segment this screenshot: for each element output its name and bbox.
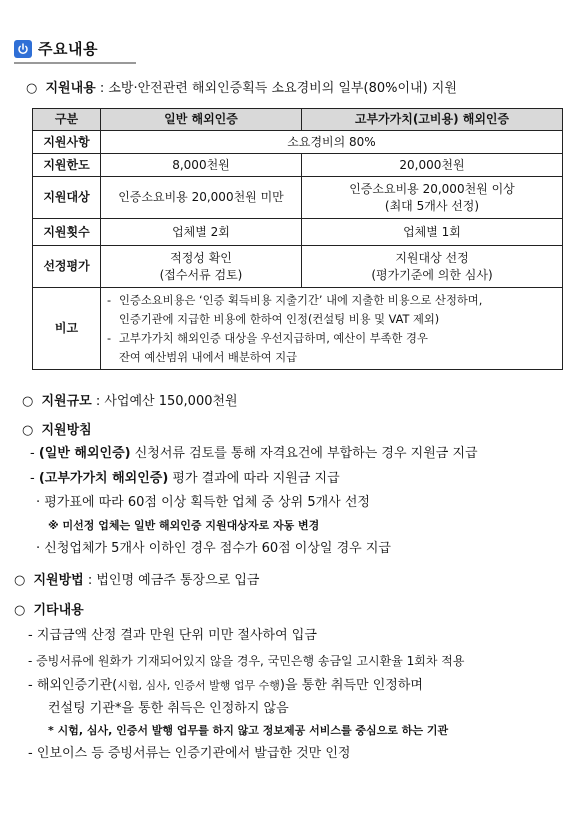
support-policy-label: 지원방침 <box>41 423 92 438</box>
policy-sub-item: · 신청업체가 5개사 이하인 경우 점수가 60점 이상일 경우 지급 <box>36 541 391 556</box>
support-method-text: : 법인명 예금주 통장으로 입금 <box>83 573 260 588</box>
policy-sub-item: · 평가표에 따라 60점 이상 획득한 업체 중 상위 5개사 선정 <box>36 495 370 510</box>
table-cell: 소요경비의 80% <box>101 131 563 154</box>
etc-item: - 인보이스 등 증빙서류는 인증기관에서 발급한 것만 인정 <box>28 746 351 761</box>
table-cell: 8,000천원 <box>101 154 302 177</box>
note-line: 인증소요비용은 ‘인증 획득비용 지출기간’ 내에 지출한 비용으로 산정하며, <box>119 293 483 307</box>
table-row <box>33 131 563 154</box>
table-cell <box>302 177 563 219</box>
etc-label: 기타내용 <box>33 603 84 618</box>
bullet: ○ <box>14 573 26 588</box>
support-method-label: 지원방법 <box>33 573 84 588</box>
power-icon <box>14 40 32 58</box>
bullet: ○ <box>22 423 34 438</box>
support-scale-label: 지원규모 <box>41 394 92 409</box>
table-row <box>33 154 563 177</box>
note-line: 잔여 예산범위 내에서 배분하여 지급 <box>119 350 298 364</box>
policy-item-high: - (고부가가치 해외인증) 평가 결과에 따라 지원금 지급 <box>30 471 340 486</box>
row-label: 지원한도 <box>33 154 101 177</box>
table-row <box>33 288 563 370</box>
note-line: 고부가가치 해외인증 대상을 우선지급하며, 예산이 부족한 경우 <box>119 331 428 345</box>
row-label: 지원사항 <box>33 131 101 154</box>
bullet: ○ <box>14 603 26 618</box>
support-scale-text: : 사업예산 150,000천원 <box>91 394 238 409</box>
etc-line <box>14 602 84 620</box>
cell-line: (접수서류 검토) <box>159 267 243 282</box>
support-method-line <box>14 572 259 590</box>
row-label: 지원횟수 <box>33 219 101 246</box>
table-row <box>33 246 563 288</box>
policy-note: ※ 미선정 업체는 일반 해외인증 지원대상자로 자동 변경 <box>48 519 320 532</box>
remarks-cell <box>101 288 563 370</box>
cell-line: 인증소요비용 20,000천원 이상 <box>349 181 515 196</box>
remark-note: - 고부가가치 해외인증 대상을 우선지급하며, 예산이 부족한 경우 잔여 예산범위 내에서 배분하여 지급 <box>107 329 559 367</box>
policy-item-general: - (일반 해외인증) 신청서류 검토를 통해 자격요건에 부합하는 경우 지원금 지급 <box>30 446 478 461</box>
etc-item: - 해외인증기관(시험, 심사, 인증서 발행 업무 수행)을 통한 취득만 인정하며 <box>28 678 423 693</box>
row-label: 선정평가 <box>33 246 101 288</box>
support-scale-line <box>22 393 238 411</box>
page-title: 주요내용 <box>38 40 98 58</box>
table-row <box>33 219 563 246</box>
table-row <box>33 177 563 219</box>
etc-footnote: * 시험, 심사, 인증서 발행 업무를 하지 않고 정보제공 서비스를 중심으로 하는 기관 <box>48 724 449 737</box>
bullet: ○ <box>26 81 38 96</box>
support-table <box>32 108 563 370</box>
header-underline <box>14 62 136 64</box>
etc-item: - 증빙서류에 원화가 기재되어있지 않을 경우, 국민은행 송금일 고시환율 1회차 적용 <box>28 654 465 668</box>
cell-line: (최대 5개사 선정) <box>384 198 480 213</box>
cell-line: (평가기준에 의한 심사) <box>371 267 493 282</box>
bullet: ○ <box>22 394 34 409</box>
row-label: 비고 <box>33 288 101 370</box>
note-line: 인증기관에 지급한 비용에 한하여 인정(컨설팅 비용 및 VAT 제외) <box>119 312 440 326</box>
table-header-cell: 구분 <box>33 109 101 131</box>
table-cell <box>302 246 563 288</box>
etc-item-continuation: 컨설팅 기관*을 통한 취득은 인정하지 않음 <box>48 701 289 716</box>
section-header <box>14 38 98 59</box>
support-content-line <box>26 80 457 98</box>
cell-line: 적정성 확인 <box>170 250 232 265</box>
support-content-label: 지원내용 <box>45 81 96 96</box>
table-cell: 업체별 1회 <box>302 219 563 246</box>
table-cell: 20,000천원 <box>302 154 563 177</box>
support-policy-line <box>22 422 92 440</box>
row-label: 지원대상 <box>33 177 101 219</box>
table-cell: 인증소요비용 20,000천원 미만 <box>101 177 302 219</box>
cell-line: 지원대상 선정 <box>395 250 469 265</box>
etc-item: - 지급금액 산정 결과 만원 단위 미만 절사하여 입금 <box>28 628 317 643</box>
table-header-cell: 고부가가치(고비용) 해외인증 <box>302 109 563 131</box>
support-content-text: : 소방·안전관련 해외인증획득 소요경비의 일부(80%이내) 지원 <box>95 81 457 96</box>
table-cell <box>101 246 302 288</box>
table-cell: 업체별 2회 <box>101 219 302 246</box>
remark-note: - 인증소요비용은 ‘인증 획득비용 지출기간’ 내에 지출한 비용으로 산정하며, 인증기관에 지급한 비용에 한하여 인정(컨설팅 비용 및 VAT 제외) <box>107 291 559 329</box>
table-header-row <box>33 109 563 131</box>
table-header-cell: 일반 해외인증 <box>101 109 302 131</box>
